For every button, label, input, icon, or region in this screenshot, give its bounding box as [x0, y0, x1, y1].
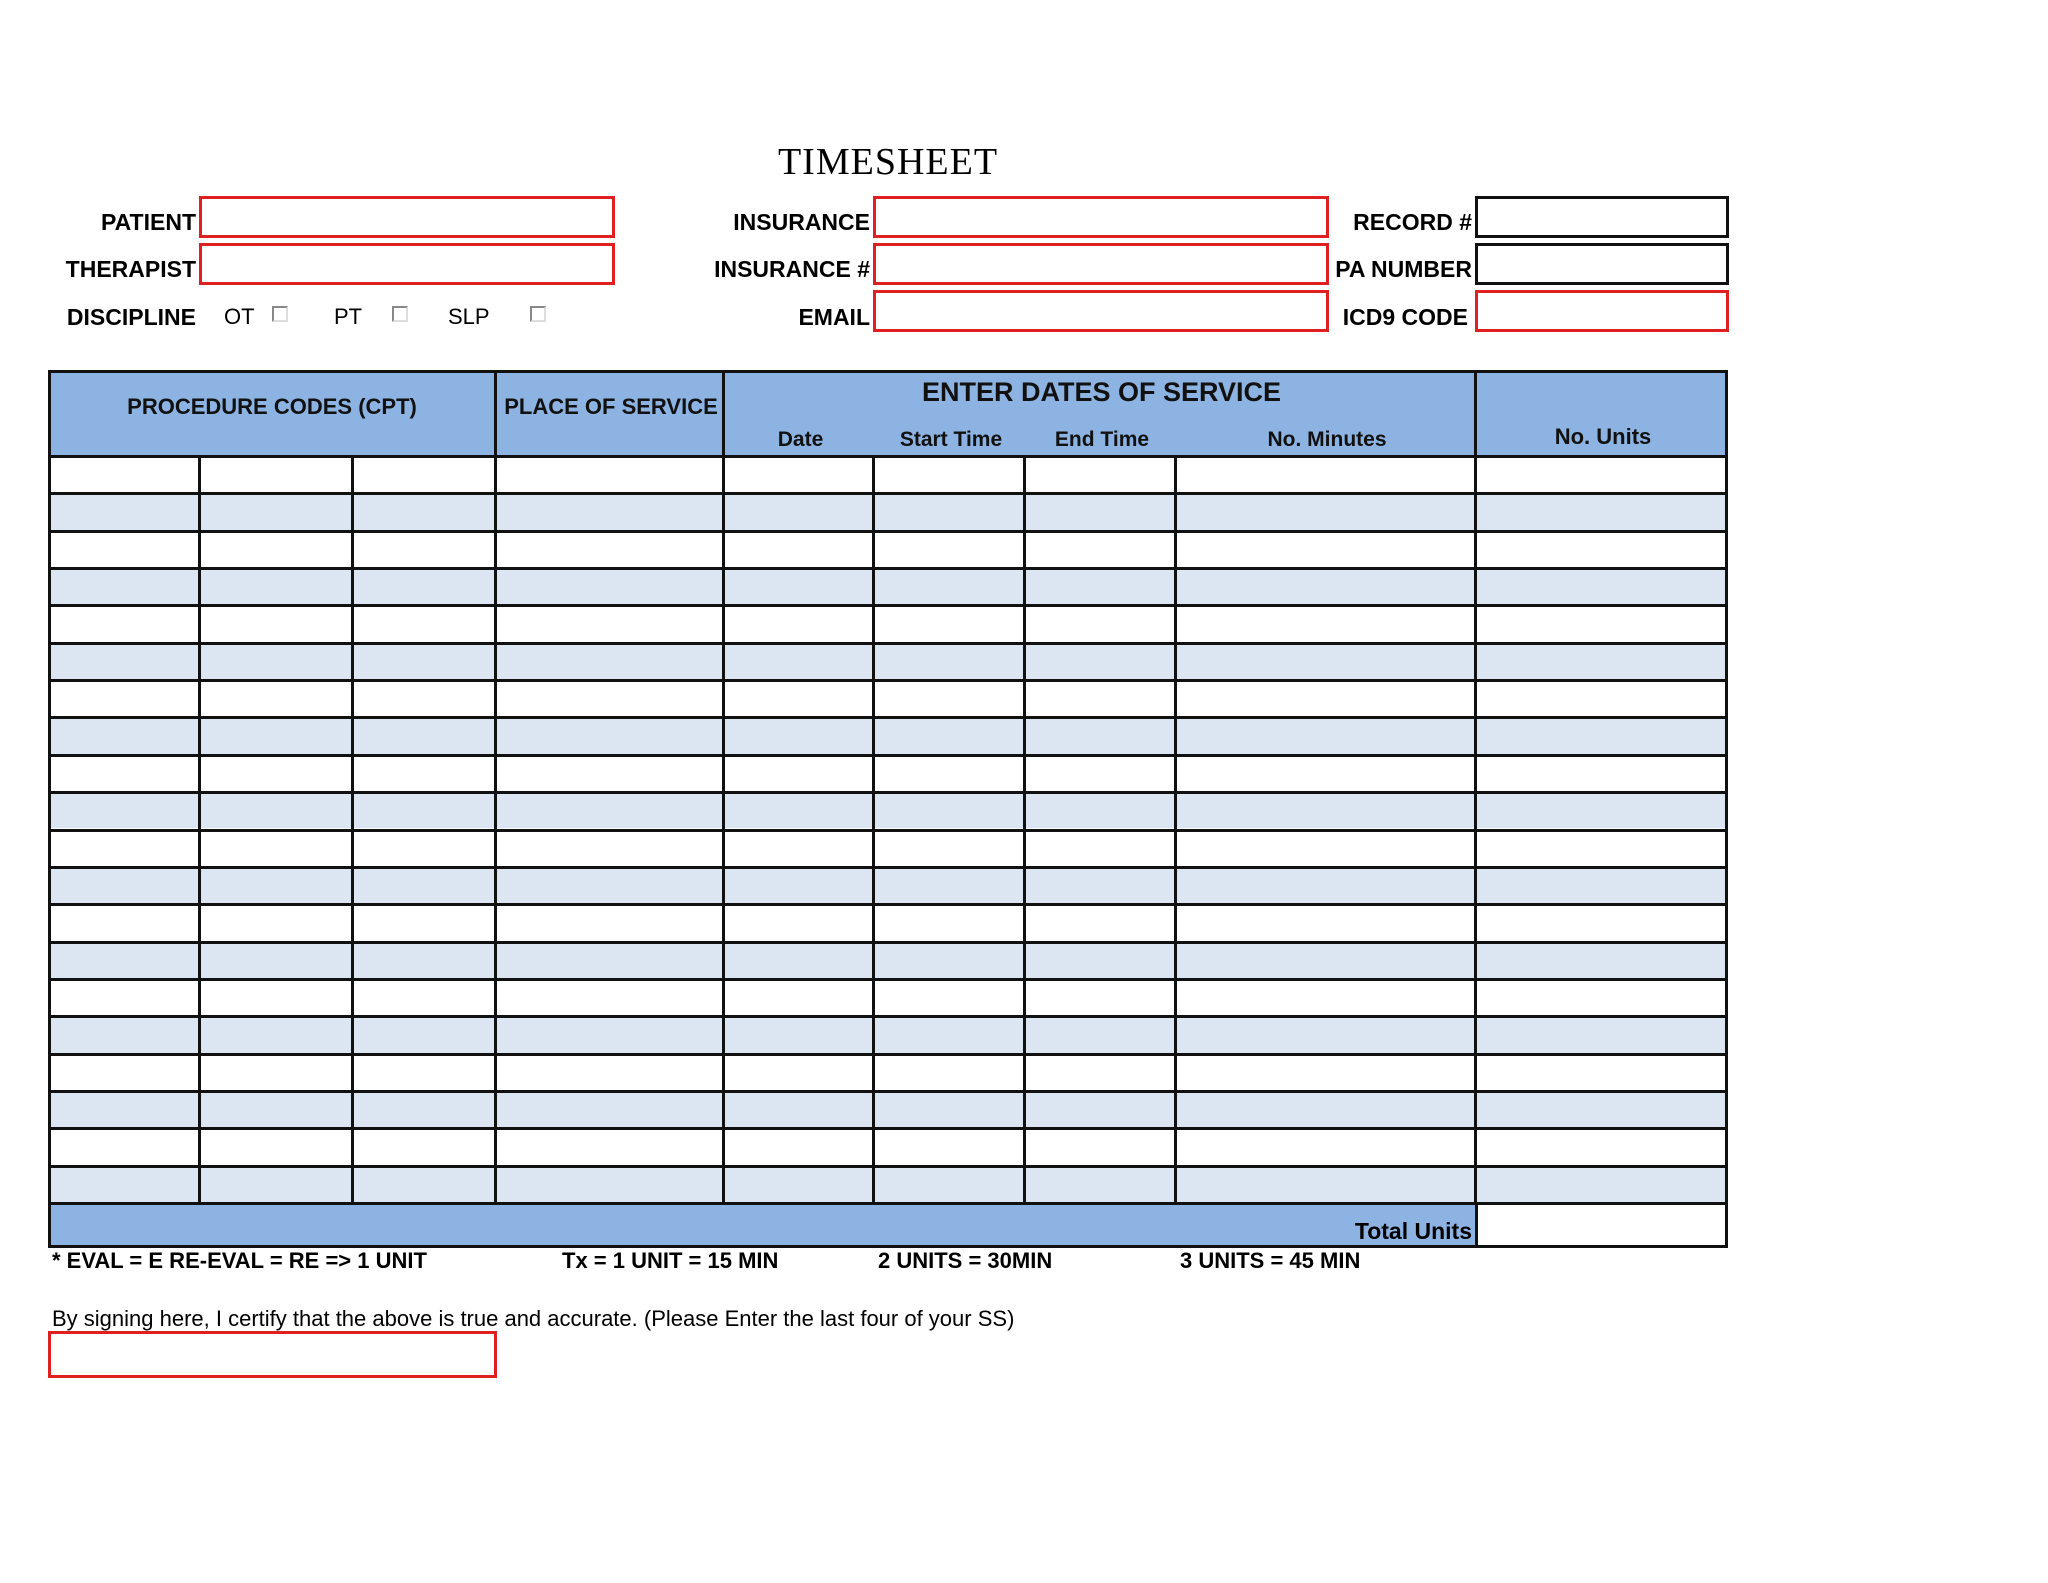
- patient-field[interactable]: [199, 196, 615, 238]
- discipline-ot-label: OT: [224, 304, 255, 329]
- discipline-pt-checkbox[interactable]: [392, 306, 408, 322]
- no-minutes-header: No. Minutes: [1267, 428, 1387, 451]
- icd9-code-field[interactable]: [1475, 290, 1729, 332]
- procedure-codes-header: PROCEDURE CODES (CPT): [127, 394, 417, 419]
- icd9-code-label: ICD9 CODE: [1342, 304, 1468, 330]
- insurance-label: INSURANCE: [733, 209, 870, 235]
- patient-label: PATIENT: [101, 209, 196, 235]
- discipline-ot-checkbox[interactable]: [272, 306, 288, 322]
- two-units-note: 2 UNITS = 30MIN: [878, 1248, 1053, 1273]
- date-header: Date: [777, 428, 824, 451]
- page-title: TIMESHEET: [777, 141, 999, 183]
- discipline-slp-checkbox[interactable]: [530, 306, 546, 322]
- no-units-header: No. Units: [1554, 424, 1652, 449]
- insurance-field[interactable]: [873, 196, 1329, 238]
- discipline-slp-label: SLP: [448, 304, 490, 329]
- pa-number-field[interactable]: [1475, 243, 1729, 285]
- certification-text: By signing here, I certify that the above is true and accurate. (Please Enter the last four of your SS): [52, 1306, 1015, 1331]
- record-number-field[interactable]: [1475, 196, 1729, 238]
- therapist-field[interactable]: [199, 243, 615, 285]
- insurance-number-label: INSURANCE #: [714, 256, 870, 282]
- therapist-label: THERAPIST: [65, 256, 196, 282]
- end-time-header: End Time: [1054, 428, 1150, 451]
- total-units-label: Total Units: [1354, 1218, 1472, 1244]
- ssn-last-four-field[interactable]: [48, 1331, 497, 1378]
- three-units-note: 3 UNITS = 45 MIN: [1180, 1248, 1361, 1273]
- discipline-label: DISCIPLINE: [66, 304, 196, 330]
- start-time-header: Start Time: [899, 428, 1003, 451]
- pa-number-label: PA NUMBER: [1335, 256, 1472, 282]
- tx-note: Tx = 1 UNIT = 15 MIN: [562, 1248, 779, 1273]
- service-table: [48, 370, 1728, 1248]
- enter-dates-header: ENTER DATES OF SERVICE: [921, 377, 1282, 407]
- insurance-number-field[interactable]: [873, 243, 1329, 285]
- place-of-service-header: PLACE OF SERVICE: [504, 394, 718, 419]
- email-label: EMAIL: [798, 304, 870, 330]
- discipline-pt-label: PT: [334, 304, 363, 329]
- email-field[interactable]: [873, 290, 1329, 332]
- record-number-label: RECORD #: [1353, 209, 1472, 235]
- eval-note: * EVAL = E RE-EVAL = RE => 1 UNIT: [52, 1248, 427, 1273]
